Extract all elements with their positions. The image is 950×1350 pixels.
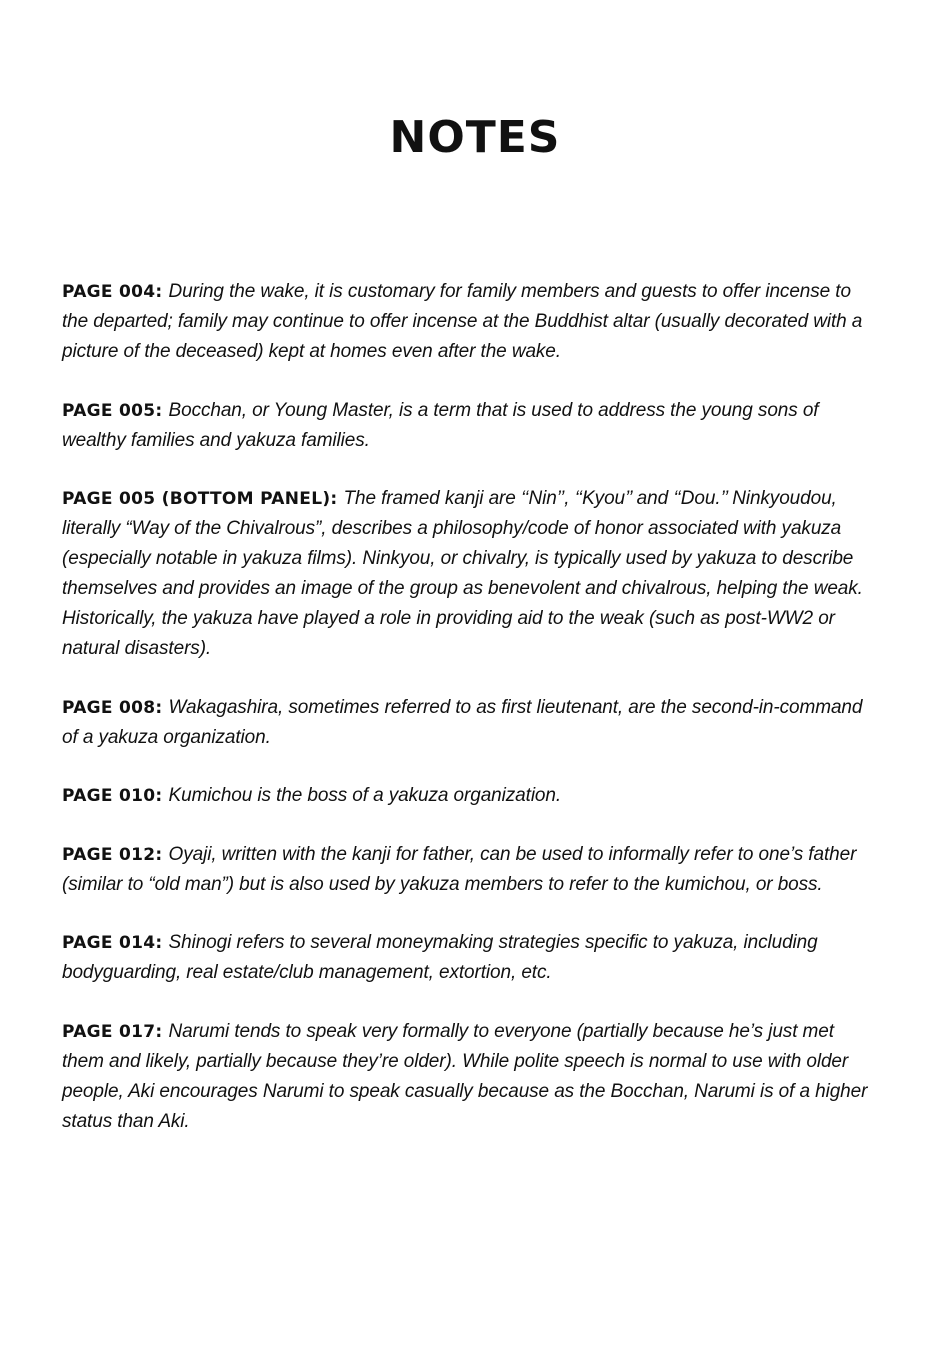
note-page-010 <box>62 781 877 811</box>
note-text: Wakagashira, sometimes referred to as first lieutenant, are the second-in-command of a yakuza organization. <box>62 696 863 748</box>
note-text: Narumi tends to speak very formally to everyone (partially because he’s just met them and likely, partially because they’re older). While polite speech is normal to use with older people, Aki encourages Narumi to speak casually because as the Bocchan, Narumi is of a higher status than Aki. <box>62 1020 868 1132</box>
note-page-004 <box>62 277 877 367</box>
note-page-005 <box>62 396 877 456</box>
note-page-005-bottom-panel <box>62 484 877 664</box>
note-text: Kumichou is the boss of a yakuza organization. <box>168 785 562 806</box>
note-text: During the wake, it is customary for family members and guests to offer incense to the departed; family may continue to offer incense at the Buddhist altar (usually decorated with a picture of the deceased) kept at homes even after the wake. <box>62 281 863 362</box>
note-page-014 <box>62 928 877 988</box>
note-text: Oyaji, written with the kanji for father, can be used to informally refer to one’s father (similar to “old man”) but is also used by yakuza members to refer to the kumichou, or boss. <box>62 843 857 895</box>
note-label: PAGE 017: <box>62 1021 163 1042</box>
note-label: PAGE 004: <box>62 282 163 302</box>
note-text: Bocchan, or Young Master, is a term that is used to address the young sons of wealthy families and yakuza families. <box>62 399 819 451</box>
note-text: Shinogi refers to several moneymaking strategies specific to yakuza, including bodyguarding, real estate/club management, extortion, etc. <box>62 932 818 983</box>
note-page-008 <box>62 693 877 753</box>
note-label: PAGE 005 (BOTTOM PANEL): <box>62 489 338 509</box>
page-title: NOTES <box>389 112 561 163</box>
notes-list <box>62 277 877 1165</box>
note-text: The framed kanji are ‘‘Nin’’, ‘‘Kyou’’ and ‘‘Dou.’’ Ninkyoudou, literally “Way of the Chivalrous”, describes a philosophy/code of honor associated with yakuza (especially notable in yakuza films). Ninkyou, or chivalry, is typically used by yakuza to describe themselves and provides an image of the group as benevolent and chivalrous, helping the weak. Historically, the yakuza have played a role in providing aid to the weak (such as post-WW2 or natural disasters). <box>62 488 863 659</box>
note-label: PAGE 014: <box>62 933 163 953</box>
note-label: PAGE 010: <box>62 786 163 806</box>
note-page-017 <box>62 1017 877 1137</box>
note-label: PAGE 005: <box>62 400 163 421</box>
note-page-012 <box>62 840 877 900</box>
note-label: PAGE 012: <box>62 844 163 865</box>
note-label: PAGE 008: <box>62 697 163 718</box>
